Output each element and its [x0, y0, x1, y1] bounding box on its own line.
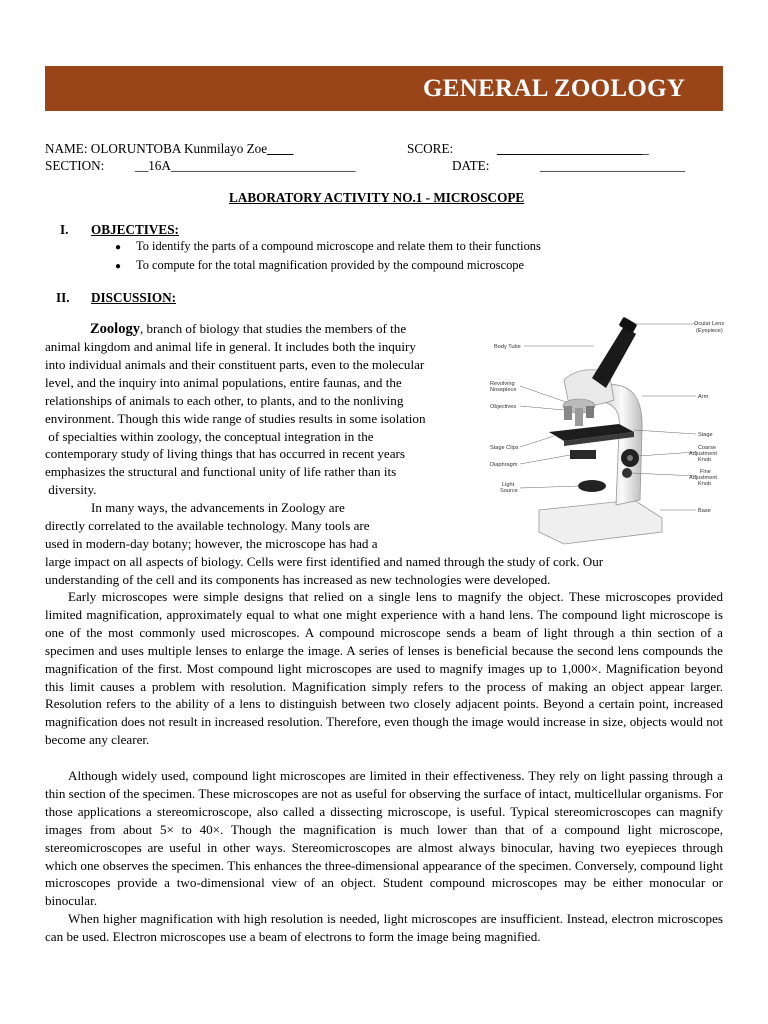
score-tail: _: [642, 141, 649, 156]
label-coarse-adjustment: Adjustment: [689, 451, 717, 457]
objective-text: To identify the parts of a compound microscope and relate them to their functions: [136, 239, 541, 253]
text-line: directly correlated to the available technology. Many tools are: [45, 517, 370, 533]
label-coarse: Coarse: [698, 445, 717, 451]
bullet-icon: ●: [115, 260, 122, 272]
electron-microscope-paragraph: When higher magnification with high resolution is needed, light microscopes are insufficient. Instead, electron microscopes can be used. Electron microscopes use a beam of electrons to form the image being magnified.: [45, 911, 723, 944]
text-line: environment. Though this wide range of studies results in some isolation: [45, 410, 426, 426]
score-line: [497, 140, 649, 157]
objectives-list: [115, 238, 541, 275]
stereomicroscope-paragraph: Although widely used, compound light microscopes are limited in their effectiveness. They rely on light passing through a thin section of the specimen. These microscopes are not as useful for observing the surface of intact, multicellular organisms. For those applications a stereomicroscope, also called a dissecting microscope, is useful. Typical stereomicroscopes can magnify images from about 5× to 40×. Though the magnification is much lower than that of a compound light microscope, stereomicroscopes are useful in other ways. Stereomicroscopes are almost always binocular, having two eyepieces through which one observes the specimen. This enhances the three-dimensional appearance of the specimen. Conversely, compound light microscopes provide a two-dimensional view of an object. Student compound microscopes may be either monocular or binocular.: [45, 768, 723, 909]
text-line: understanding of the cell and its components has increased as new technologies were developed.: [45, 571, 551, 587]
early-microscopes-paragraph: Early microscopes were simple designs that relied on a single lens to magnify the object. These microscopes provided limited magnification, approximately equal to what one might experience with a hand lens. The compound light microscope is one of the most commonly used microscopes. A compound microscope sends a beam of light through a thin section of a specimen and uses multiple lenses to enlarge the image. A series of lenses is beneficial because the second lens compounds the magnification of the first. Most compound light microscopes are used to magnify images up to 1,000×. Magnification beyond this limit causes a problem with resolution. Magnification simply refers to the process of making an object appear larger. Resolution refers to the ability of a lens to distinguish between two closely adjacent points. Beyond a certain point, increased magnification does not result in increased resolution. Therefore, even though the image would increase in size, objects would not become any clearer.: [45, 589, 723, 748]
coarse-knob-hub: [627, 455, 633, 461]
base-shape: [539, 500, 662, 544]
objective-lens-shape: [575, 408, 583, 426]
course-title: GENERAL ZOOLOGY: [423, 75, 686, 102]
section-label: SECTION:: [45, 158, 105, 173]
activity-title: LABORATORY ACTIVITY NO.1 - MICROSCOPE: [229, 190, 525, 205]
score-label: SCORE:: [407, 141, 454, 156]
leader-lines: [520, 324, 696, 510]
name-label: NAME:: [45, 141, 88, 156]
text-line: diversity.: [45, 482, 97, 498]
text-line: into individual animals and their constituent parts, even to the molecular: [45, 356, 425, 372]
section-value: __16A____________________________: [135, 158, 356, 173]
objectives-numeral: I.: [60, 222, 69, 237]
name-trail: ____: [267, 141, 294, 156]
objective-text: To compute for the total magnification provided by the compound microscope: [136, 257, 524, 272]
objective-item: [115, 257, 541, 276]
arm-shape: [602, 385, 642, 505]
label-light: Light: [502, 482, 515, 488]
microscope-diagram: [484, 310, 730, 554]
bullet-icon: ●: [115, 242, 122, 253]
objective-lens-shape: [586, 406, 594, 418]
text-line: large impact on all aspects of biology. Cells were first identified and named through the study of cork. Our: [45, 553, 604, 569]
text-line: of specialties within zoology, the conceptual integration in the: [45, 428, 374, 444]
label-ocular-lens: Ocular Lens: [694, 321, 725, 327]
text-line: animal kingdom and animal life in general. It includes both the inquiry: [45, 339, 416, 354]
text-line: contemporary study of living things that has occurred in recent years: [45, 446, 405, 462]
date-label: DATE:: [452, 158, 490, 173]
name-value: OLORUNTOBA Kunmilayo Zoe: [90, 141, 268, 156]
light-source-shape: [578, 480, 606, 492]
label-revolving: Revolving: [490, 381, 515, 387]
eyepiece-tube-shape: [592, 326, 636, 388]
objective-item: [115, 238, 541, 257]
label-arm: Arm: [698, 394, 709, 400]
zoology-first-line: [90, 320, 406, 339]
label-objectives: Objectives: [490, 404, 517, 410]
label-stage-clips: Stage Clips: [490, 445, 519, 451]
discussion-heading: DISCUSSION:: [91, 290, 177, 305]
label-base: Base: [698, 508, 711, 514]
text-line: used in modern-day botany; however, the microscope has had a: [45, 535, 378, 551]
discussion-numeral: II.: [56, 290, 70, 305]
label-source: Source: [500, 488, 518, 494]
fine-knob-shape: [622, 468, 632, 478]
text-line: level, and the inquiry into animal populations, entire faunas, and the: [45, 374, 402, 390]
zoology-first-rest: , branch of biology that studies the members of the: [139, 321, 407, 336]
diaphragm-shape: [570, 450, 596, 459]
label-stage: Stage: [698, 432, 713, 438]
label-coarse-knob: Knob: [698, 457, 712, 463]
text-line: In many ways, the advancements in Zoology are: [91, 500, 345, 515]
label-diaphragm: Diaphragm: [490, 462, 518, 468]
title-banner: [45, 66, 723, 111]
objective-lens-shape: [564, 406, 572, 420]
zoology-paragraph: [45, 338, 426, 499]
objectives-heading: OBJECTIVES:: [91, 222, 179, 237]
label-body-tube: Body Tube: [494, 344, 521, 350]
text-line: emphasizes the structural and functional unity of life rather than its: [45, 464, 397, 480]
label-eyepiece: (Eyepiece): [696, 328, 723, 334]
text-line: relationships of animals to each other, to plants, and to the nonliving: [45, 392, 404, 408]
date-line: ______________________: [540, 158, 686, 173]
name-field: [45, 140, 293, 157]
score-blank: ______________________: [497, 141, 643, 156]
label-nosepiece: Nosepiece: [490, 387, 517, 393]
zoology-term: Zoology: [90, 321, 140, 337]
label-fine-adjustment: Adjustment: [689, 475, 717, 481]
label-fine: Fine: [700, 469, 711, 475]
label-fine-knob: Knob: [698, 481, 712, 487]
